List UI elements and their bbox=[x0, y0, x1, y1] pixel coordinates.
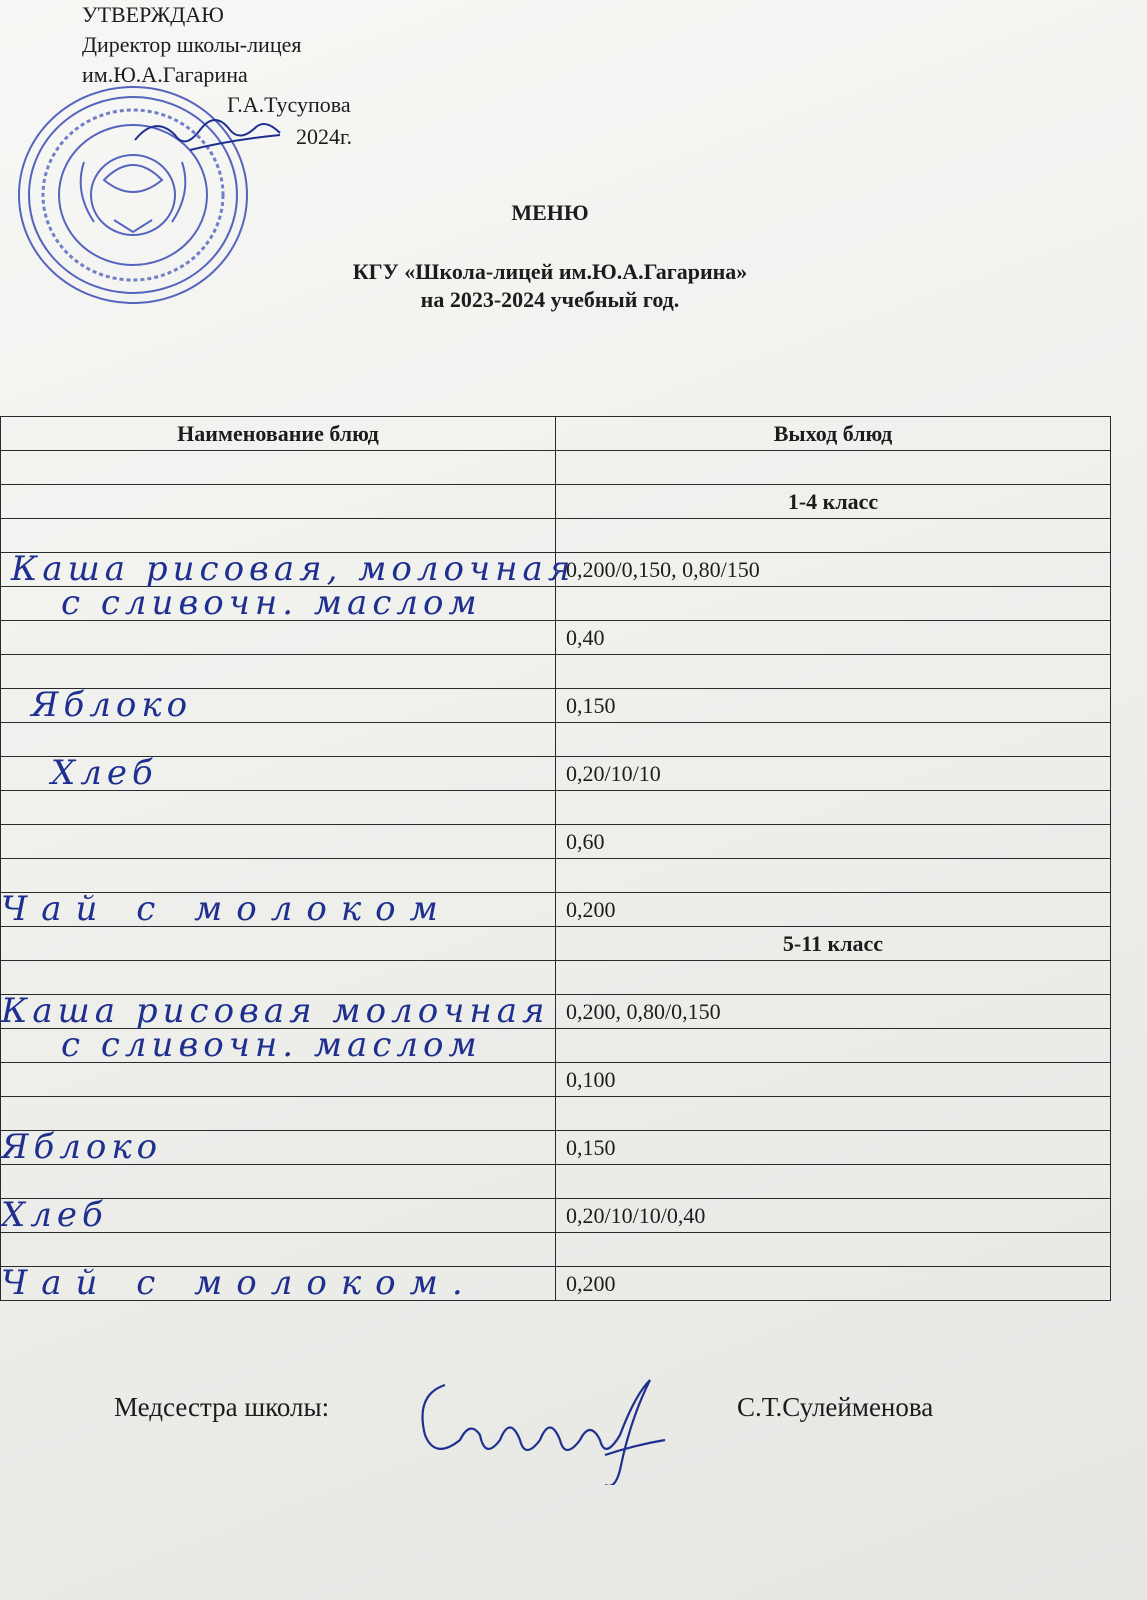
table-group-row bbox=[1, 927, 1111, 961]
table-row bbox=[1, 655, 1111, 689]
table-group-row bbox=[1, 485, 1111, 519]
table-row bbox=[1, 621, 1111, 655]
dish-output: 0,150 bbox=[556, 689, 1111, 723]
approval-director-name: Г.А.Тусупова bbox=[227, 92, 351, 117]
approval-title: УТВЕРЖДАЮ bbox=[82, 2, 224, 27]
approval-position: Директор школы-лицея bbox=[82, 32, 302, 57]
table-header-row bbox=[1, 417, 1111, 451]
director-signature bbox=[130, 110, 300, 160]
dish-output: 0,150 bbox=[556, 1131, 1111, 1165]
dish-output: 0,20/10/10/0,40 bbox=[556, 1199, 1111, 1233]
table-row bbox=[1, 587, 1111, 621]
table-row bbox=[1, 893, 1111, 927]
dish-output: 0,60 bbox=[556, 825, 1111, 859]
school-name: КГУ «Школа-лицей им.Ю.А.Гагарина» bbox=[352, 259, 748, 284]
academic-year: на 2023-2024 учебный год. bbox=[420, 287, 680, 312]
nurse-role-label: Медсестра школы: bbox=[114, 1392, 330, 1422]
dish-output: 0,200 bbox=[556, 1267, 1111, 1301]
approval-school: им.Ю.А.Гагарина bbox=[82, 62, 248, 87]
header-dish-output: Выход блюд bbox=[556, 417, 1111, 451]
dish-name: Чай с молоком. bbox=[1, 1263, 477, 1303]
dish-output: 0,20/10/10 bbox=[556, 757, 1111, 791]
group-1-4: 1-4 класс bbox=[556, 485, 1111, 519]
dish-name: Яблоко bbox=[31, 685, 193, 725]
nurse-name: С.Т.Сулейменова bbox=[737, 1392, 934, 1422]
nurse-signature bbox=[405, 1345, 705, 1485]
table-row bbox=[1, 723, 1111, 757]
table-row bbox=[1, 961, 1111, 995]
table-row bbox=[1, 1233, 1111, 1267]
table-row bbox=[1, 451, 1111, 485]
dish-name: Хлеб bbox=[51, 753, 158, 793]
dish-name: Каша рисовая, молочная bbox=[11, 549, 576, 589]
dish-output: 0,200, 0,80/0,150 bbox=[556, 995, 1111, 1029]
dish-name-cont: с сливочн. маслом bbox=[61, 583, 482, 623]
menu-table bbox=[0, 416, 1111, 1301]
page-title: МЕНЮ bbox=[511, 200, 589, 225]
table-row bbox=[1, 825, 1111, 859]
dish-output: 0,200 bbox=[556, 893, 1111, 927]
dish-name: Чай с молоком bbox=[1, 889, 452, 929]
table-row bbox=[1, 757, 1111, 791]
header-dish-name: Наименование блюд bbox=[1, 417, 556, 451]
table-row bbox=[1, 1029, 1111, 1063]
table-row bbox=[1, 791, 1111, 825]
dish-name: Яблоко bbox=[1, 1127, 163, 1167]
dish-output: 0,40 bbox=[556, 621, 1111, 655]
table-row bbox=[1, 553, 1111, 587]
dish-name: Каша рисовая молочная bbox=[1, 991, 550, 1031]
table-row bbox=[1, 1097, 1111, 1131]
dish-output: 0,200/0,150, 0,80/150 bbox=[556, 553, 1111, 587]
table-row bbox=[1, 1165, 1111, 1199]
table-row bbox=[1, 995, 1111, 1029]
table-row bbox=[1, 689, 1111, 723]
dish-output: 0,100 bbox=[556, 1063, 1111, 1097]
table-row bbox=[1, 1267, 1111, 1301]
approval-date: 2024г. bbox=[296, 124, 353, 149]
table-row bbox=[1, 1199, 1111, 1233]
table-row bbox=[1, 519, 1111, 553]
table-row bbox=[1, 1131, 1111, 1165]
dish-name: Хлеб bbox=[1, 1195, 108, 1235]
table-row bbox=[1, 859, 1111, 893]
group-5-11: 5-11 класс bbox=[556, 927, 1111, 961]
page-subtitle bbox=[0, 258, 1100, 314]
table-row bbox=[1, 1063, 1111, 1097]
dish-name-cont: с сливочн. маслом bbox=[61, 1025, 482, 1065]
